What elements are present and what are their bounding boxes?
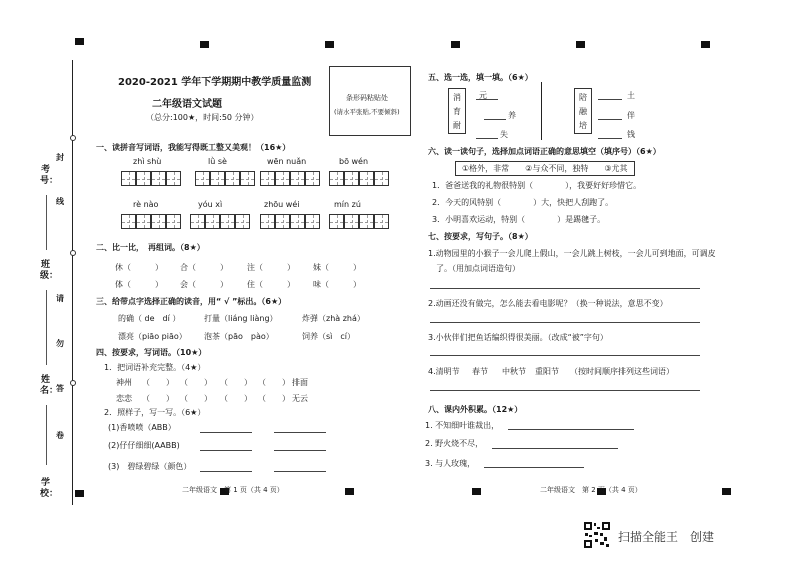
- page-footer-left: 二年级语文 第 1 页（共 4 页）: [182, 486, 284, 494]
- q7-item2: 2.动画还没有做完，怎么能去看电影呢？（换一种说法，意思不变）: [428, 299, 668, 308]
- registration-mark: [472, 488, 481, 495]
- idiom-part: 神州: [116, 378, 132, 387]
- registration-mark: [75, 490, 84, 497]
- tian-grid[interactable]: [374, 214, 389, 229]
- reading-choice[interactable]: 炸弹（zhà zhá）: [302, 314, 365, 323]
- q5-heading: 五、选一选，填一填。（6★）: [428, 73, 533, 82]
- char-option: 育: [453, 107, 461, 116]
- idiom-blank[interactable]: （ ）: [180, 378, 212, 387]
- tian-grid[interactable]: [305, 171, 320, 186]
- q4-heading: 四、按要求，写词语。（10★）: [96, 348, 207, 357]
- divider: [541, 82, 542, 140]
- answer-line[interactable]: [484, 467, 584, 468]
- q7-item1: 1.动物园里的小猴子一会儿爬上假山，一会儿跳上树枝，一会儿可到地面，可调皮: [428, 249, 716, 258]
- poem-line: 2. 野火烧不尽，: [425, 439, 484, 448]
- festival-word: 春节: [472, 367, 488, 376]
- seal-char: 勿: [56, 339, 64, 348]
- festival-word: 中秋节: [502, 367, 526, 376]
- registration-mark: [451, 41, 460, 48]
- compare-item: 妹（ ）: [313, 263, 361, 272]
- fill-line: [46, 405, 47, 465]
- compare-item: 会（ ）: [180, 280, 228, 289]
- answer-line[interactable]: [430, 390, 700, 391]
- word-part: 钱: [627, 130, 635, 139]
- tian-grid[interactable]: [260, 171, 275, 186]
- tian-grid[interactable]: [374, 171, 389, 186]
- char-option: 培: [579, 121, 587, 130]
- exam-title: 2020-2021 学年下学期期中教学质量监测: [118, 77, 312, 88]
- tian-grid[interactable]: [344, 171, 359, 186]
- tian-grid[interactable]: [121, 214, 136, 229]
- seal-char: 线: [56, 197, 64, 206]
- idiom-blank[interactable]: （ ）: [258, 394, 290, 403]
- pinyin: zhì shù: [133, 157, 162, 166]
- sentence-item: 1．爸爸送我的礼物很特别（ ），我要好好珍惜它。: [432, 181, 642, 190]
- reading-choice[interactable]: 的确（ de dí ）: [118, 314, 181, 323]
- answer-line[interactable]: [492, 448, 618, 449]
- tian-grid[interactable]: [260, 214, 275, 229]
- registration-mark: [325, 41, 334, 48]
- fill-line: [46, 195, 47, 250]
- idiom-blank[interactable]: （ ）: [142, 378, 174, 387]
- tian-grid[interactable]: [195, 171, 210, 186]
- tian-grid[interactable]: [136, 171, 151, 186]
- q7-heading: 七、按要求，写句子。（8★）: [428, 232, 533, 241]
- idiom-blank[interactable]: （ ）: [180, 394, 212, 403]
- idiom-part: 无云: [292, 394, 308, 403]
- tian-grid[interactable]: [205, 214, 220, 229]
- reading-choice[interactable]: 泡茶（pāo pào）: [204, 332, 274, 341]
- tian-grid[interactable]: [151, 171, 166, 186]
- barcode-note: (请水平张贴,不要倾斜): [334, 108, 400, 116]
- label-exam-number: 考号：: [40, 165, 59, 186]
- tian-grid[interactable]: [151, 214, 166, 229]
- word-part: 土: [627, 91, 635, 100]
- poem-line: 1. 不知细叶谁裁出，: [425, 421, 500, 430]
- answer-line[interactable]: [508, 429, 634, 430]
- qr-code-icon: [583, 521, 611, 549]
- compare-item: 住（ ）: [247, 280, 295, 289]
- q8-heading: 八、课内外积累。（12★）: [428, 405, 523, 414]
- reading-choice[interactable]: 打量（liáng liàng）: [204, 314, 278, 323]
- q2-heading: 二、比一比， 再组词。（8★）: [96, 243, 205, 252]
- answer-line[interactable]: [274, 450, 326, 451]
- q4-sub1: 1．把词语补充完整。（4★）: [104, 363, 206, 372]
- answer-line[interactable]: [430, 355, 700, 356]
- tian-grid[interactable]: [290, 171, 305, 186]
- q7-item3: 3.小伙伴们把鱼话编织得很美丽。（改成“被”字句）: [428, 333, 608, 342]
- compare-item: 注（ ）: [247, 263, 295, 272]
- binding-hole: [70, 135, 76, 141]
- binding-hole: [70, 250, 76, 256]
- idiom-blank[interactable]: （ ）: [142, 394, 174, 403]
- answer-line[interactable]: [484, 119, 506, 120]
- tian-grid[interactable]: [305, 214, 320, 229]
- barcode-label: 条形码粘贴处: [346, 94, 388, 102]
- idiom-blank[interactable]: （ ）: [220, 394, 252, 403]
- tian-grid[interactable]: [359, 171, 374, 186]
- sentence-item: 2．今天的风特别（ ）大，快把人刮跑了。: [432, 198, 614, 207]
- answer-line[interactable]: [598, 138, 622, 139]
- char-box: [448, 88, 466, 134]
- binding-hole: [70, 380, 76, 386]
- tian-grid[interactable]: [235, 214, 250, 229]
- compare-item: 休（ ）: [115, 263, 163, 272]
- tian-grid[interactable]: [329, 171, 344, 186]
- seal-char: 答: [56, 384, 64, 393]
- exam-subtitle: 二年级语文试题: [152, 99, 222, 110]
- festival-instruction: （按时间顺序排列这些词语）: [570, 367, 674, 376]
- registration-mark: [75, 38, 84, 45]
- answer-line[interactable]: [598, 119, 622, 120]
- pinyin: mín zú: [334, 200, 361, 209]
- tian-grid[interactable]: [275, 214, 290, 229]
- page-footer-right: 二年级语文 第 2 页（共 4 页）: [540, 486, 642, 494]
- registration-mark: [576, 41, 585, 48]
- festival-word: 4.清明节: [428, 367, 460, 376]
- seal-char: 卷: [56, 431, 64, 440]
- seal-char: 封: [56, 153, 64, 162]
- tian-grid[interactable]: [166, 214, 181, 229]
- word-part: 养: [508, 111, 516, 120]
- label-name: 姓名：: [40, 375, 59, 396]
- pinyin: zhōu wéi: [264, 200, 300, 209]
- tian-grid[interactable]: [290, 214, 305, 229]
- compare-item: 合（ ）: [180, 263, 228, 272]
- label-school: 学校：: [40, 478, 59, 499]
- answer-line[interactable]: [598, 99, 622, 100]
- tian-grid[interactable]: [220, 214, 235, 229]
- tian-grid[interactable]: [136, 214, 151, 229]
- compare-item: 味（ ）: [313, 280, 361, 289]
- reading-choice[interactable]: 饲养（sì cí）: [302, 332, 356, 341]
- poem-line: 3. 与人玫瑰，: [425, 459, 476, 468]
- tian-grid[interactable]: [190, 214, 205, 229]
- word-part: 元: [479, 91, 487, 100]
- answer-line[interactable]: [274, 432, 326, 433]
- pattern-item: (1)香喷喷（ABB）: [108, 423, 176, 432]
- tian-grid[interactable]: [240, 171, 255, 186]
- pinyin: lǜ sè: [208, 157, 227, 166]
- tian-grid[interactable]: [210, 171, 225, 186]
- tian-grid[interactable]: [275, 171, 290, 186]
- sentence-item: 3．小明喜欢运动，特别（ ）是踢毽子。: [432, 215, 606, 224]
- watermark-text: 扫描全能王 创建: [618, 530, 715, 544]
- answer-line[interactable]: [430, 288, 700, 289]
- idiom-blank[interactable]: （ ）: [258, 378, 290, 387]
- binding-line: [72, 60, 73, 505]
- idiom-part: 排面: [292, 378, 308, 387]
- seal-char: 请: [56, 294, 64, 303]
- registration-mark: [701, 41, 710, 48]
- tian-grid[interactable]: [359, 214, 374, 229]
- label-class: 班级：: [40, 260, 59, 281]
- tian-grid[interactable]: [121, 171, 136, 186]
- registration-mark: [722, 488, 731, 495]
- q7-item1-cont: 了。（用加点词语造句）: [436, 264, 520, 273]
- score-info: （总分:100★，时间:50 分钟）: [146, 113, 259, 122]
- answer-line[interactable]: [200, 471, 252, 472]
- idiom-part: 恋恋: [116, 394, 132, 403]
- q4-sub2: 2．照样子，写一写。（6★）: [104, 408, 206, 417]
- char-option: 融: [579, 107, 587, 116]
- char-option: 耐: [453, 121, 461, 130]
- answer-line[interactable]: [476, 138, 498, 139]
- char-box: [574, 88, 592, 134]
- tian-grid[interactable]: [329, 214, 344, 229]
- meaning-options: ①格外，非常 ②与众不同，独特 ③尤其: [455, 161, 635, 176]
- compare-item: 体（ ）: [115, 280, 163, 289]
- barcode-box: [329, 66, 411, 136]
- reading-choice[interactable]: 漂亮（piāo piāo）: [118, 332, 187, 341]
- pinyin: wēn nuǎn: [267, 157, 307, 166]
- pinyin: yóu xì: [198, 200, 223, 209]
- q3-heading: 三、给带点字选择正确的读音，用“ √ ”标出。（6★）: [96, 297, 287, 306]
- fill-line: [46, 290, 47, 365]
- pattern-item: (2)仔仔细细(AABB): [108, 441, 180, 450]
- tian-grid[interactable]: [225, 171, 240, 186]
- festival-word: 重阳节: [535, 367, 559, 376]
- char-option: 消: [453, 93, 461, 102]
- tian-grid[interactable]: [344, 214, 359, 229]
- pattern-item: (3) 碧绿碧绿（颜色）: [108, 462, 192, 471]
- word-part: 失: [500, 130, 508, 139]
- idiom-blank[interactable]: （ ）: [220, 378, 252, 387]
- tian-grid[interactable]: [166, 171, 181, 186]
- pinyin: rè nào: [133, 200, 159, 209]
- answer-line[interactable]: [200, 432, 252, 433]
- pinyin: bō wén: [339, 157, 369, 166]
- answer-line[interactable]: [274, 471, 326, 472]
- answer-line[interactable]: [430, 322, 700, 323]
- registration-mark: [200, 41, 209, 48]
- registration-mark: [345, 488, 354, 495]
- char-option: 陪: [579, 93, 587, 102]
- answer-line[interactable]: [200, 450, 252, 451]
- q6-heading: 六、读一读句子，选择加点词语正确的意思填空（填序号）（6★）: [428, 147, 661, 156]
- word-part: 伴: [627, 111, 635, 120]
- q1-heading: 一、读拼音写词语，我能写得既工整又美观！（16★）: [96, 143, 291, 152]
